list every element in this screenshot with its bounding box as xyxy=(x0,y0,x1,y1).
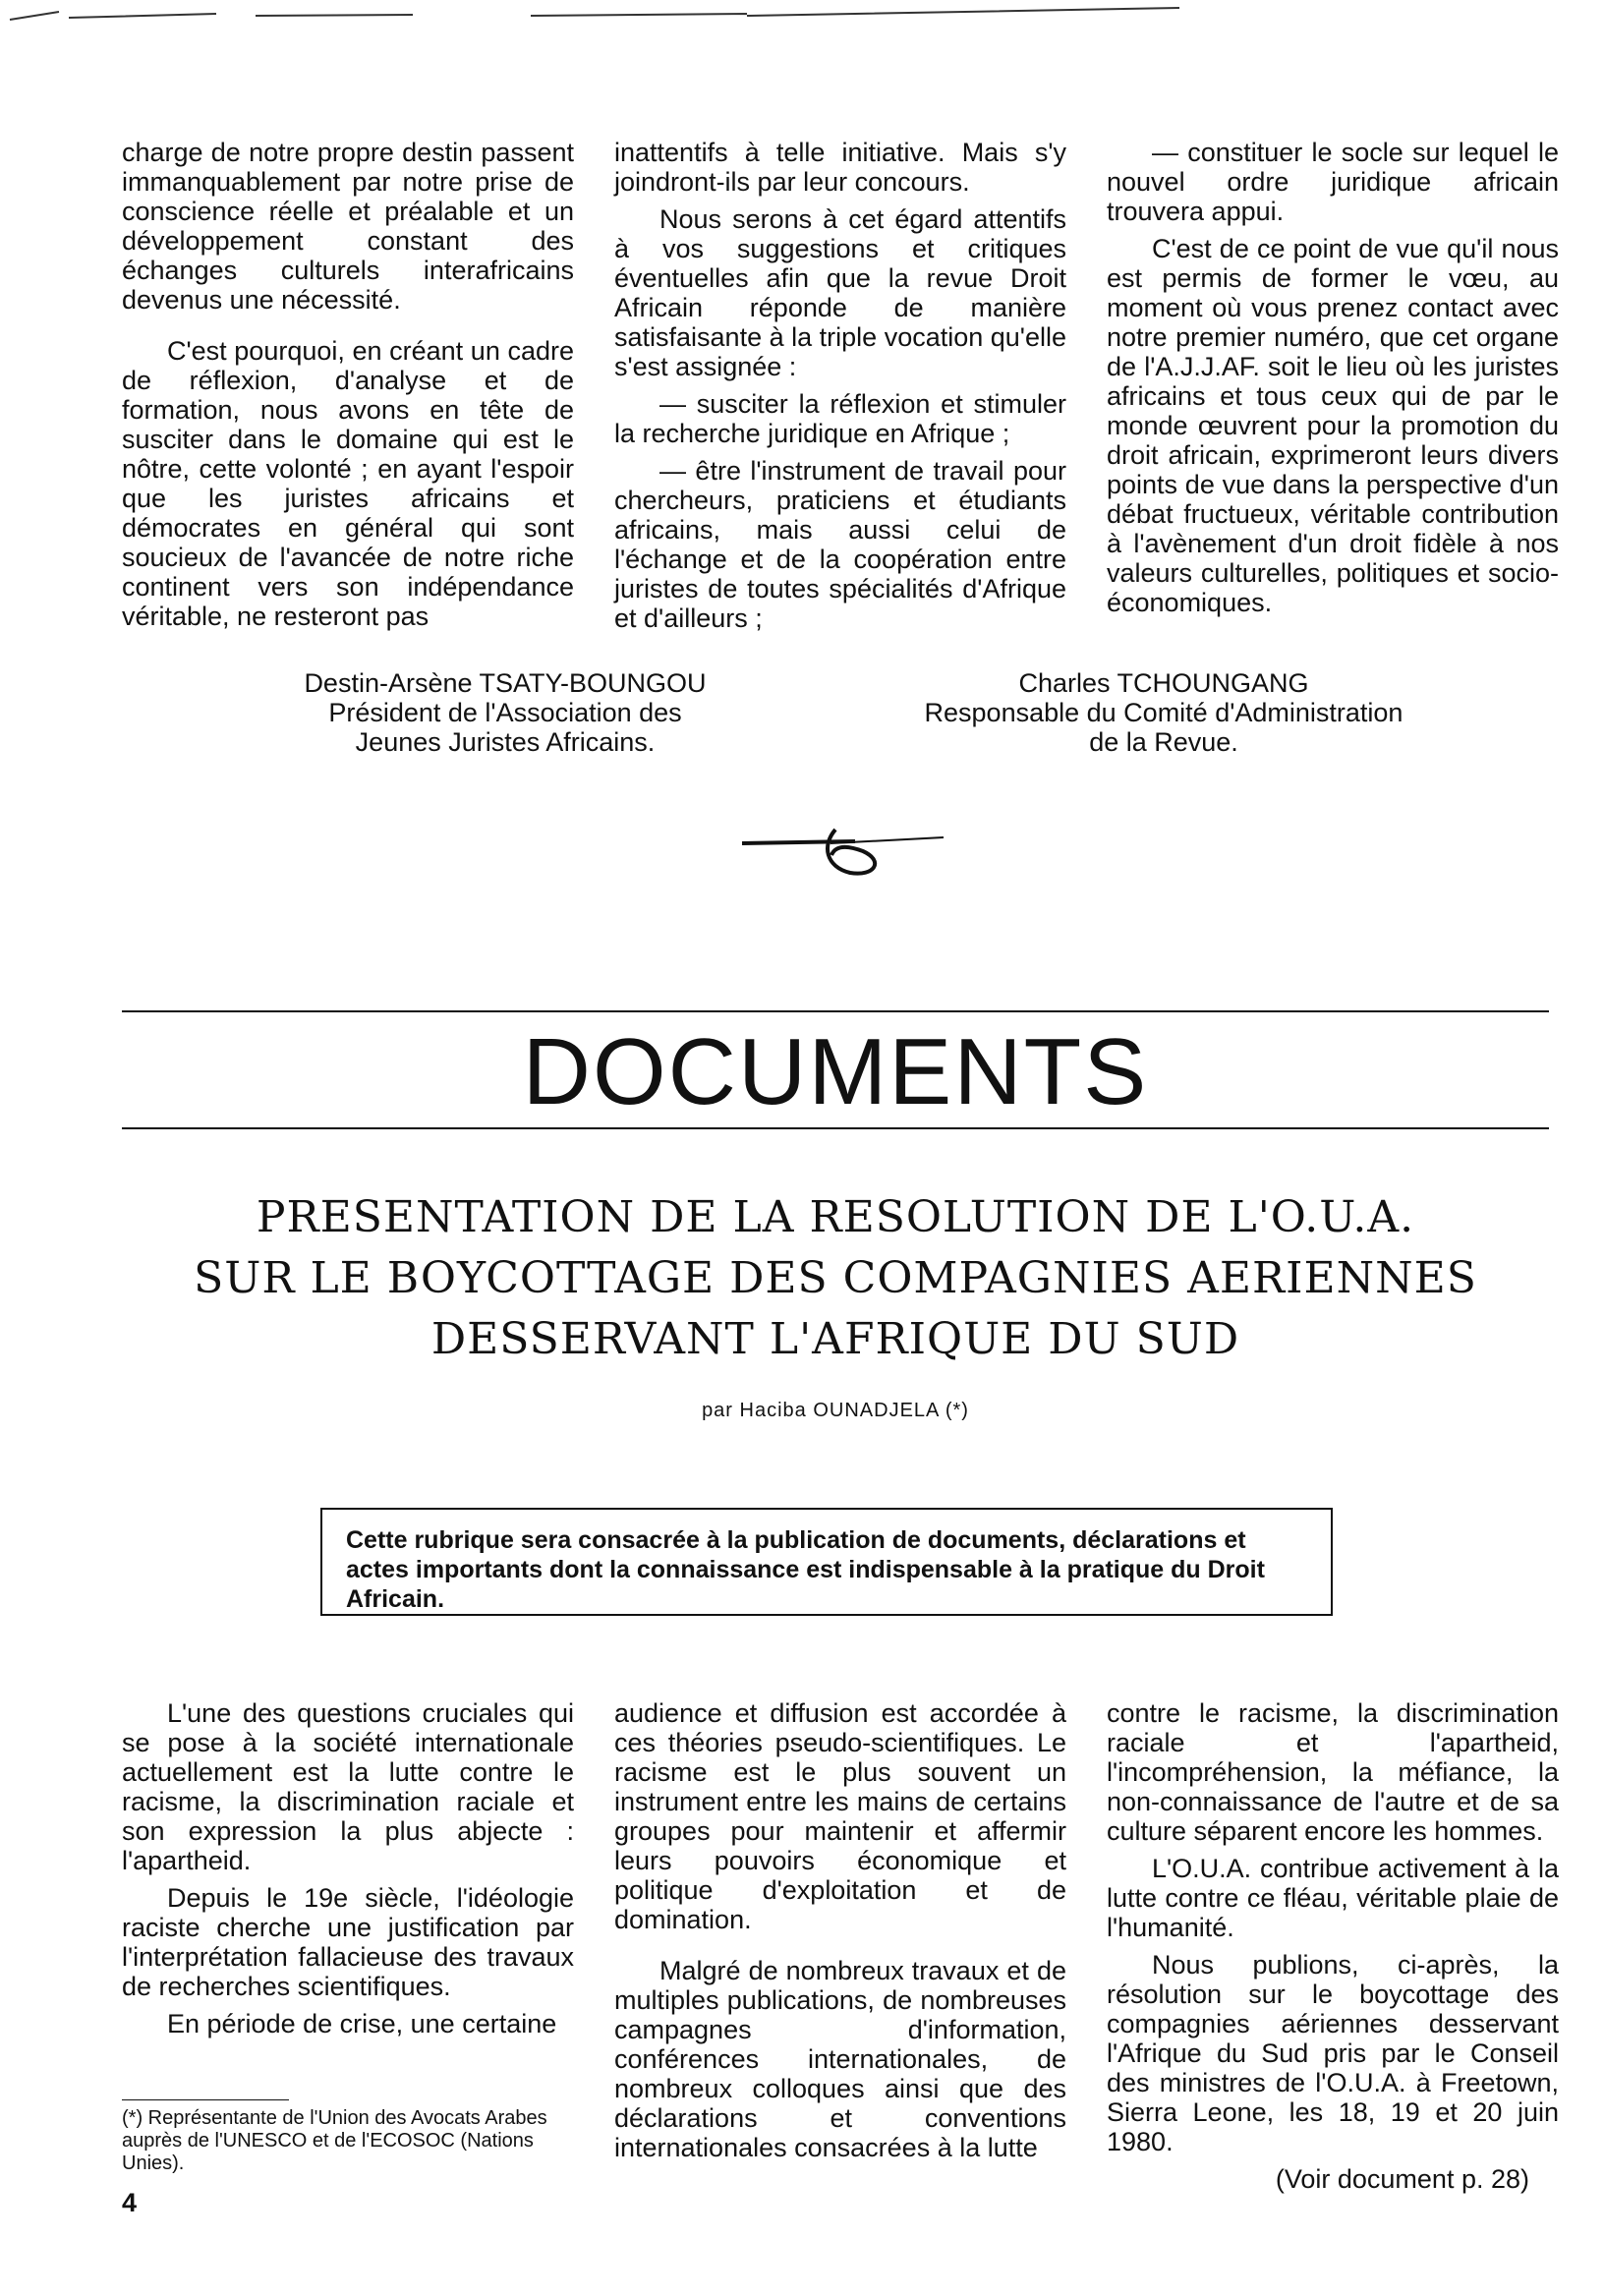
signature-role: de la Revue. xyxy=(1089,727,1238,757)
paragraph: audience et diffusion est accordée à ces théories pseudo-scientifiques. Le racisme est le plus souvent un instrument entre les mains de certains groupes pour maintenir et affermir leurs pouvoirs économique et politique d'exploitation et de domination. xyxy=(614,1698,1066,1934)
notice-box: Cette rubrique sera consacrée à la publication de documents, déclarations et actes importants dont la connaissance est indispensable à la pratique du Droit Africain. xyxy=(320,1508,1333,1616)
scan-edge-mark xyxy=(0,0,1604,39)
section-rule-top xyxy=(122,1010,1549,1012)
paragraph: — constituer le socle sur lequel le nouvel ordre juridique africain trouvera appui. xyxy=(1107,138,1559,226)
see-document-reference: (Voir document p. 28) xyxy=(1275,2164,1529,2194)
article-title xyxy=(122,1187,1549,1370)
intro-column-2 xyxy=(614,138,1066,641)
article-title-line: SUR LE BOYCOTTAGE DES COMPAGNIES AERIENNES xyxy=(194,1253,1477,1303)
paragraph: — être l'instrument de travail pour chercheurs, praticiens et étudiants africains, mais aussi celui de l'échange et de la coopération entre juristes de toutes spécialités d'Afrique et d'ailleurs ; xyxy=(614,456,1066,633)
section-title: DOCUMENTS xyxy=(522,1019,1149,1124)
paragraph: contre le racisme, la discrimination raciale et l'apartheid, l'incompréhension, la méfiance, la non-connaissance de l'autre et de sa culture séparent encore les hommes. xyxy=(1107,1698,1559,1846)
paragraph: Malgré de nombreux travaux et de multiples publications, de nombreuses campagnes d'information, conférences internationales, de nombreux colloques ainsi que des déclarations et conventions internationales consacrées à la lutte xyxy=(614,1956,1066,2162)
paragraph: L'une des questions cruciales qui se pose à la société internationale actuellement est la lutte contre le racisme, la discrimination raciale et son expression la plus abjecte : l'apartheid. xyxy=(122,1698,574,1875)
paragraph: Nous serons à cet égard attentifs à vos suggestions et critiques éventuelles afin que la revue Droit Africain réponde de manière satisfaisante à la triple vocation qu'elle s'est assignée : xyxy=(614,204,1066,381)
intro-column-3 xyxy=(1107,138,1559,641)
article-title-line: PRESENTATION DE LA RESOLUTION DE L'O.U.A. xyxy=(256,1192,1415,1242)
ornament-flourish-icon xyxy=(737,816,953,894)
paragraph: C'est de ce point de vue qu'il nous est permis de former le vœu, au moment où vous prenez contact avec notre premier numéro, que cet organe de l'A.J.J.AF. soit le lieu où les juristes africains et tous ceux qui de par le monde œuvrent pour la promotion du droit africain, exprimeront leurs divers points de vue dans la perspective d'un débat fructueux, véritable contribution à l'avènement d'un droit fidèle à nos valeurs culturelles, politiques et socio-économiques. xyxy=(1107,234,1559,617)
signature-name: Destin-Arsène TSATY-BOUNGOU xyxy=(304,668,707,698)
signature-role: Jeunes Juristes Africains. xyxy=(355,727,656,757)
paragraph: — susciter la réflexion et stimuler la recherche juridique en Afrique ; xyxy=(614,389,1066,448)
paragraph: En période de crise, une certaine xyxy=(167,2009,557,2038)
footnote: (*) Représentante de l'Union des Avocats Arabes auprès de l'UNESCO et de l'ECOSOC (Nations Unies). xyxy=(122,2099,584,2175)
intro-columns xyxy=(122,138,1559,641)
section-rule-bottom xyxy=(122,1127,1549,1129)
signature-role: Président de l'Association des xyxy=(328,698,682,727)
paragraph: Nous publions, ci-après, la résolution sur le boycottage des compagnies aériennes desservant l'Afrique du Sud pris par le Conseil des ministres de l'O.U.A. à Freetown, Sierra Leone, les 18, 19 et 20 juin 1980. xyxy=(1107,1950,1559,2156)
article-column-3 xyxy=(1107,1698,1559,2194)
intro-column-1 xyxy=(122,138,574,641)
paragraph: charge de notre propre destin passent immanquablement par notre prise de conscience réelle et préalable et un développement constant des échanges culturels interafricains devenus une nécessité. xyxy=(122,138,574,315)
article-title-line: DESSERVANT L'AFRIQUE DU SUD xyxy=(430,1314,1240,1364)
signature-left xyxy=(250,668,761,757)
signature-role: Responsable du Comité d'Administration xyxy=(924,698,1404,727)
paragraph: inattentifs à telle initiative. Mais s'y joindront-ils par leur concours. xyxy=(614,138,1066,197)
byline: par Haciba OUNADJELA (*) xyxy=(702,1400,969,1421)
paragraph: L'O.U.A. contribue activement à la lutte contre ce fléau, véritable plaie de l'humanité. xyxy=(1107,1854,1559,1942)
paragraph: C'est pourquoi, en créant un cadre de réflexion, d'analyse et de formation, nous avons en tête de susciter dans le domaine qui est le nôtre, cette volonté ; en ayant l'espoir que les juristes africains et démocrates en général qui sont soucieux de l'avancée de notre riche continent vers son indépendance véritable, ne resteront pas xyxy=(122,336,574,631)
article-column-2 xyxy=(614,1698,1066,2194)
page-number: 4 xyxy=(122,2188,138,2217)
paragraph: Depuis le 19e siècle, l'idéologie raciste cherche une justification par l'interprétation fallacieuse des travaux de recherches scientifiques. xyxy=(122,1883,574,2001)
signature-name: Charles TCHOUNGANG xyxy=(1018,668,1309,698)
signature-right xyxy=(879,668,1449,757)
